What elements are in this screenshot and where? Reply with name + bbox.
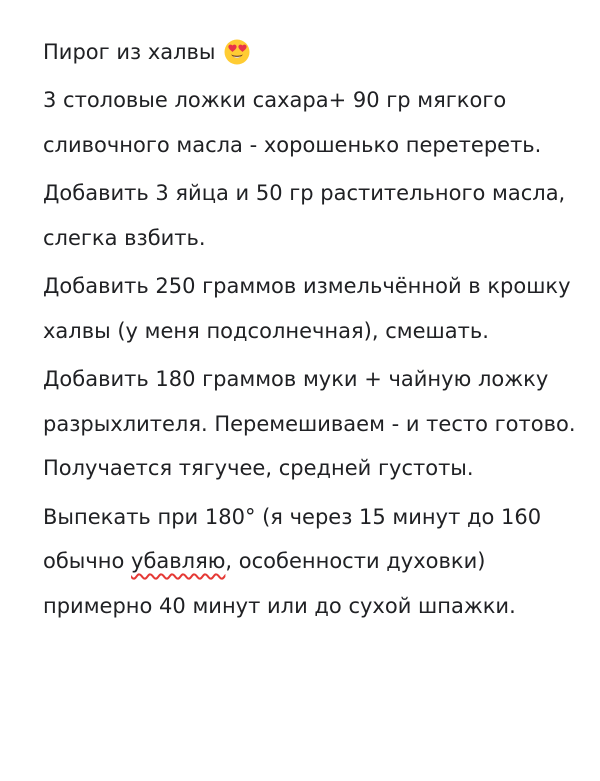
- misspelled-word[interactable]: убавляю: [131, 549, 226, 573]
- paragraph-eggs-oil: Добавить 3 яйца и 50 гр растительного масла, слегка взбить.: [43, 181, 566, 250]
- paragraph-halva: Добавить 250 граммов измельчённой в крошку халвы (у меня подсолнечная), смешать.: [43, 274, 571, 343]
- paragraph-baking-text-before: Выпекать при 180° (я через 15 минут до 160 обычно: [43, 504, 542, 573]
- paragraph-baking: [43, 495, 583, 629]
- paragraph-flour: Добавить 180 граммов муки + чайную ложку разрыхлителя. Перемешиваем - и тесто готово. Получается тягучее, средней густоты.: [43, 367, 576, 480]
- paragraph-baking-text-after: , особенности духовки) примерно 40 минут или до сухой шпажки.: [43, 549, 516, 618]
- note-title-text: Пирог из халвы: [43, 40, 216, 64]
- paragraph-butter-sugar: 3 столовые ложки сахара+ 90 гр мягкого сливочного масла - хорошенько перетереть.: [43, 88, 542, 157]
- heart-eyes-emoji-icon: [224, 39, 250, 65]
- recipe-note[interactable]: [43, 30, 583, 632]
- note-title: [43, 30, 583, 74]
